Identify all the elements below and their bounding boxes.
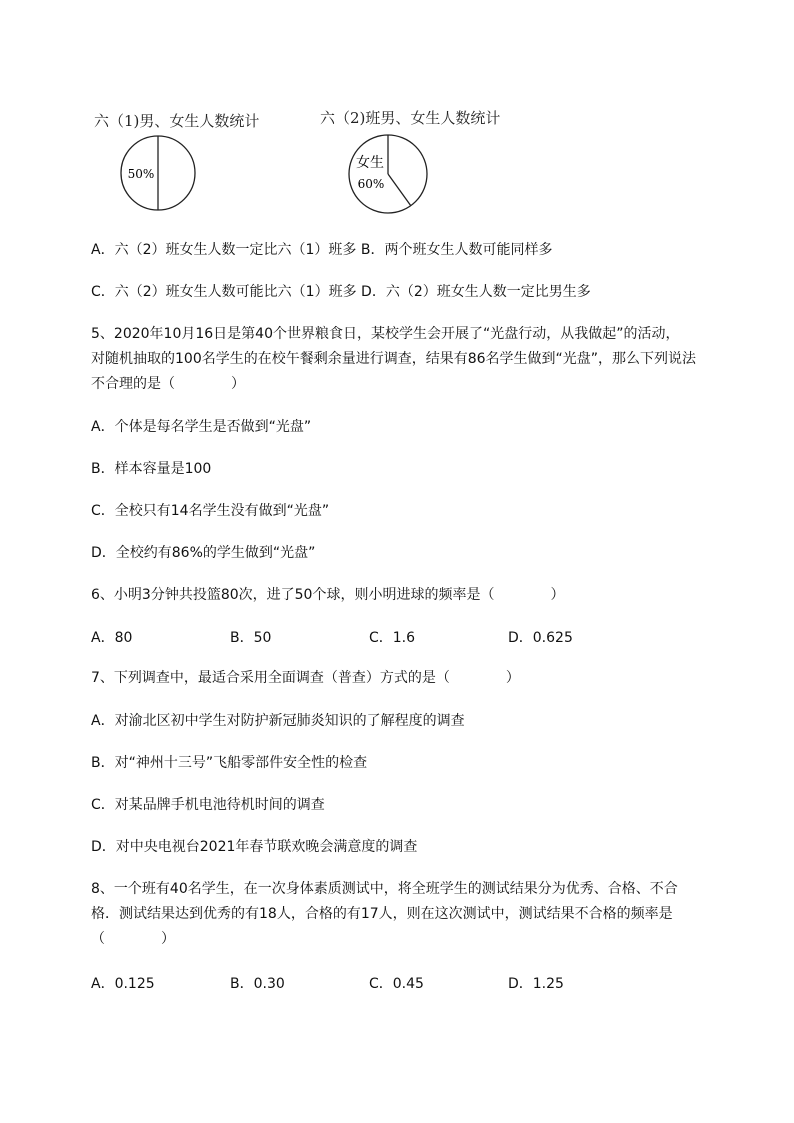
right-pie-label-top: 女生 (356, 155, 384, 171)
q7-option-a: A．对渝北区初中学生对防护新冠肺炎知识的了解程度的调查 (91, 713, 465, 729)
q8-option-a: A．0.125 (91, 976, 155, 992)
q5-option-a: A．个体是每名学生是否做到“光盘” (91, 419, 312, 435)
q8-option-b: B．0.30 (230, 976, 285, 992)
q5-stem-line-2: 对随机抽取的100名学生的在校午餐剩余量进行调查，结果有86名学生做到“光盘”，那么下列说法 (91, 351, 697, 367)
q6-option-d: D．0.625 (508, 630, 573, 646)
q6-option-a: A．80 (91, 630, 133, 646)
q5-option-b: B．样本容量是100 (91, 461, 212, 477)
q6-option-c: C．1.6 (369, 630, 416, 646)
q5-option-c: C．全校只有14名学生没有做到“光盘” (91, 503, 330, 519)
left-pie-title: 六（1)男、女生人数统计 (94, 112, 260, 130)
q8-option-c: C．0.45 (369, 976, 424, 992)
left-pie-label: 50% (127, 167, 155, 181)
q7-stem: 7、下列调查中，最适合采用全面调查（普查）方式的是（ ） (91, 670, 520, 686)
q7-option-d: D．对中央电视台2021年春节联欢晚会满意度的调查 (91, 839, 418, 855)
q4-option-line-1: A．六（2）班女生人数一定比六（1）班多 B．两个班女生人数可能同样多 (91, 242, 553, 258)
q8-stem-line-3: （ ） (91, 931, 175, 947)
q8-option-d: D．1.25 (508, 976, 564, 992)
q6-option-b: B．50 (230, 630, 272, 646)
q7-option-c: C．对某品牌手机电池待机时间的调查 (91, 797, 325, 813)
q4-option-line-2: C．六（2）班女生人数可能比六（1）班多 D．六（2）班女生人数一定比男生多 (91, 284, 591, 300)
q8-stem-line-2: 格．测试结果达到优秀的有18人，合格的有17人，则在这次测试中，测试结果不合格的频率是 (91, 906, 673, 922)
q7-option-b: B．对“神州十三号”飞船零部件安全性的检查 (91, 755, 368, 771)
left-pie-chart (118, 133, 198, 213)
right-pie-title: 六（2)班男、女生人数统计 (320, 109, 501, 127)
right-pie-label-bottom: 60% (357, 177, 385, 191)
q5-stem-line-3: 不合理的是（ ） (91, 376, 245, 392)
q5-option-d: D．全校约有86%的学生做到“光盘” (91, 545, 316, 561)
right-pie-chart (346, 133, 430, 217)
q8-stem-line-1: 8、一个班有40名学生，在一次身体素质测试中，将全班学生的测试结果分为优秀、合格、不合 (91, 881, 678, 897)
q6-stem: 6、小明3分钟共投篮80次，进了50个球，则小明进球的频率是（ ） (91, 587, 565, 603)
q5-stem-line-1: 5、2020年10月16日是第40个世界粮食日，某校学生会开展了“光盘行动，从我做起”的活动， (91, 326, 680, 342)
